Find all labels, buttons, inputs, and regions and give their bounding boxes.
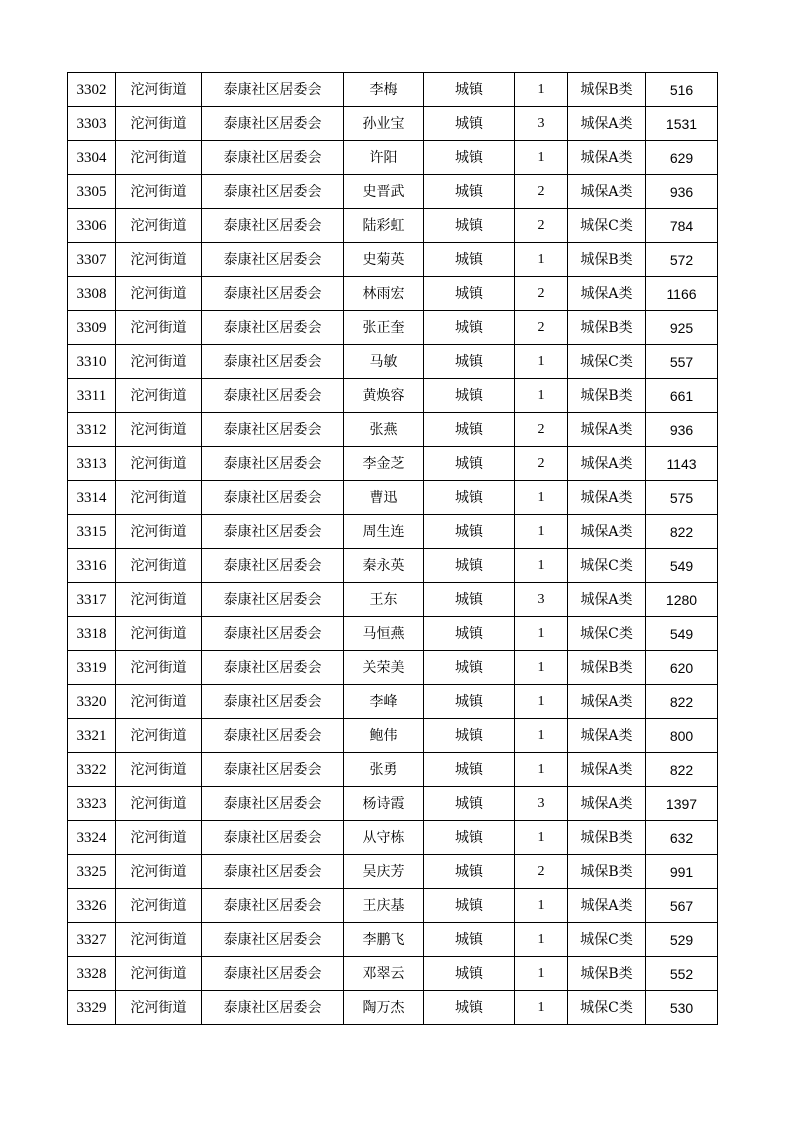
subdistrict-cell: 沱河街道 <box>116 243 202 277</box>
household-type-cell: 城镇 <box>424 243 515 277</box>
household-type-cell: 城镇 <box>424 923 515 957</box>
community-cell: 泰康社区居委会 <box>202 447 344 481</box>
category-cell: 城保B类 <box>568 957 646 991</box>
household-type-cell: 城镇 <box>424 345 515 379</box>
community-cell: 泰康社区居委会 <box>202 311 344 345</box>
household-type-cell: 城镇 <box>424 413 515 447</box>
amount-cell: 549 <box>646 549 718 583</box>
community-cell: 泰康社区居委会 <box>202 889 344 923</box>
name-cell: 孙业宝 <box>344 107 424 141</box>
table-row <box>68 311 718 345</box>
subdistrict-cell: 沱河街道 <box>116 821 202 855</box>
person-count-cell: 3 <box>515 107 568 141</box>
person-count-cell: 3 <box>515 583 568 617</box>
amount-cell: 567 <box>646 889 718 923</box>
person-count-cell: 1 <box>515 141 568 175</box>
table-row <box>68 413 718 447</box>
table-row <box>68 141 718 175</box>
table-row <box>68 719 718 753</box>
person-count-cell: 1 <box>515 991 568 1025</box>
household-type-cell: 城镇 <box>424 73 515 107</box>
subdistrict-cell: 沱河街道 <box>116 787 202 821</box>
amount-cell: 661 <box>646 379 718 413</box>
household-type-cell: 城镇 <box>424 175 515 209</box>
name-cell: 史菊英 <box>344 243 424 277</box>
amount-cell: 936 <box>646 413 718 447</box>
community-cell: 泰康社区居委会 <box>202 787 344 821</box>
household-type-cell: 城镇 <box>424 277 515 311</box>
category-cell: 城保A类 <box>568 515 646 549</box>
person-count-cell: 1 <box>515 685 568 719</box>
community-cell: 泰康社区居委会 <box>202 549 344 583</box>
table-row <box>68 515 718 549</box>
category-cell: 城保B类 <box>568 243 646 277</box>
amount-cell: 1280 <box>646 583 718 617</box>
subdistrict-cell: 沱河街道 <box>116 175 202 209</box>
amount-cell: 800 <box>646 719 718 753</box>
community-cell: 泰康社区居委会 <box>202 107 344 141</box>
person-count-cell: 2 <box>515 855 568 889</box>
community-cell: 泰康社区居委会 <box>202 651 344 685</box>
community-cell: 泰康社区居委会 <box>202 175 344 209</box>
person-count-cell: 1 <box>515 515 568 549</box>
person-count-cell: 1 <box>515 481 568 515</box>
person-count-cell: 2 <box>515 311 568 345</box>
table-row <box>68 855 718 889</box>
name-cell: 张勇 <box>344 753 424 787</box>
household-type-cell: 城镇 <box>424 855 515 889</box>
serial-number-cell: 3302 <box>68 73 116 107</box>
community-cell: 泰康社区居委会 <box>202 73 344 107</box>
serial-number-cell: 3318 <box>68 617 116 651</box>
table-row <box>68 685 718 719</box>
table-row <box>68 107 718 141</box>
amount-cell: 629 <box>646 141 718 175</box>
community-cell: 泰康社区居委会 <box>202 583 344 617</box>
category-cell: 城保A类 <box>568 413 646 447</box>
amount-cell: 925 <box>646 311 718 345</box>
community-cell: 泰康社区居委会 <box>202 617 344 651</box>
subdistrict-cell: 沱河街道 <box>116 447 202 481</box>
community-cell: 泰康社区居委会 <box>202 481 344 515</box>
category-cell: 城保B类 <box>568 311 646 345</box>
community-cell: 泰康社区居委会 <box>202 141 344 175</box>
category-cell: 城保C类 <box>568 345 646 379</box>
category-cell: 城保C类 <box>568 617 646 651</box>
amount-cell: 822 <box>646 753 718 787</box>
serial-number-cell: 3308 <box>68 277 116 311</box>
community-cell: 泰康社区居委会 <box>202 379 344 413</box>
household-type-cell: 城镇 <box>424 107 515 141</box>
category-cell: 城保A类 <box>568 685 646 719</box>
person-count-cell: 1 <box>515 651 568 685</box>
person-count-cell: 2 <box>515 413 568 447</box>
subdistrict-cell: 沱河街道 <box>116 855 202 889</box>
household-type-cell: 城镇 <box>424 753 515 787</box>
table-row <box>68 209 718 243</box>
person-count-cell: 1 <box>515 719 568 753</box>
name-cell: 黄焕容 <box>344 379 424 413</box>
person-count-cell: 1 <box>515 617 568 651</box>
category-cell: 城保A类 <box>568 719 646 753</box>
household-type-cell: 城镇 <box>424 889 515 923</box>
serial-number-cell: 3328 <box>68 957 116 991</box>
serial-number-cell: 3324 <box>68 821 116 855</box>
amount-cell: 572 <box>646 243 718 277</box>
subdistrict-cell: 沱河街道 <box>116 719 202 753</box>
subdistrict-cell: 沱河街道 <box>116 957 202 991</box>
serial-number-cell: 3322 <box>68 753 116 787</box>
serial-number-cell: 3313 <box>68 447 116 481</box>
household-type-cell: 城镇 <box>424 957 515 991</box>
household-type-cell: 城镇 <box>424 481 515 515</box>
subdistrict-cell: 沱河街道 <box>116 617 202 651</box>
serial-number-cell: 3304 <box>68 141 116 175</box>
table-row <box>68 957 718 991</box>
category-cell: 城保A类 <box>568 447 646 481</box>
table-row <box>68 345 718 379</box>
subdistrict-cell: 沱河街道 <box>116 73 202 107</box>
name-cell: 吴庆芳 <box>344 855 424 889</box>
person-count-cell: 1 <box>515 889 568 923</box>
table-row <box>68 617 718 651</box>
household-type-cell: 城镇 <box>424 719 515 753</box>
serial-number-cell: 3310 <box>68 345 116 379</box>
subdistrict-cell: 沱河街道 <box>116 141 202 175</box>
serial-number-cell: 3306 <box>68 209 116 243</box>
subdistrict-cell: 沱河街道 <box>116 413 202 447</box>
name-cell: 邓翠云 <box>344 957 424 991</box>
amount-cell: 549 <box>646 617 718 651</box>
name-cell: 李金芝 <box>344 447 424 481</box>
subdistrict-cell: 沱河街道 <box>116 651 202 685</box>
subdistrict-cell: 沱河街道 <box>116 311 202 345</box>
serial-number-cell: 3327 <box>68 923 116 957</box>
table-row <box>68 175 718 209</box>
serial-number-cell: 3320 <box>68 685 116 719</box>
table-row <box>68 753 718 787</box>
amount-cell: 784 <box>646 209 718 243</box>
name-cell: 张正奎 <box>344 311 424 345</box>
name-cell: 史晋武 <box>344 175 424 209</box>
amount-cell: 822 <box>646 515 718 549</box>
amount-cell: 530 <box>646 991 718 1025</box>
category-cell: 城保A类 <box>568 889 646 923</box>
serial-number-cell: 3325 <box>68 855 116 889</box>
person-count-cell: 1 <box>515 379 568 413</box>
household-type-cell: 城镇 <box>424 787 515 821</box>
community-cell: 泰康社区居委会 <box>202 515 344 549</box>
table-row <box>68 243 718 277</box>
serial-number-cell: 3329 <box>68 991 116 1025</box>
category-cell: 城保B类 <box>568 821 646 855</box>
serial-number-cell: 3323 <box>68 787 116 821</box>
category-cell: 城保C类 <box>568 209 646 243</box>
serial-number-cell: 3305 <box>68 175 116 209</box>
person-count-cell: 2 <box>515 277 568 311</box>
name-cell: 李梅 <box>344 73 424 107</box>
subdistrict-cell: 沱河街道 <box>116 481 202 515</box>
household-type-cell: 城镇 <box>424 141 515 175</box>
household-type-cell: 城镇 <box>424 821 515 855</box>
category-cell: 城保B类 <box>568 855 646 889</box>
beneficiary-table <box>67 72 718 1025</box>
subdistrict-cell: 沱河街道 <box>116 107 202 141</box>
name-cell: 林雨宏 <box>344 277 424 311</box>
amount-cell: 991 <box>646 855 718 889</box>
serial-number-cell: 3326 <box>68 889 116 923</box>
community-cell: 泰康社区居委会 <box>202 277 344 311</box>
name-cell: 秦永英 <box>344 549 424 583</box>
table-row <box>68 549 718 583</box>
table-row <box>68 447 718 481</box>
serial-number-cell: 3321 <box>68 719 116 753</box>
serial-number-cell: 3303 <box>68 107 116 141</box>
amount-cell: 575 <box>646 481 718 515</box>
name-cell: 李峰 <box>344 685 424 719</box>
household-type-cell: 城镇 <box>424 617 515 651</box>
name-cell: 杨诗霞 <box>344 787 424 821</box>
category-cell: 城保A类 <box>568 141 646 175</box>
table-row <box>68 481 718 515</box>
table-row <box>68 73 718 107</box>
person-count-cell: 2 <box>515 175 568 209</box>
household-type-cell: 城镇 <box>424 311 515 345</box>
serial-number-cell: 3319 <box>68 651 116 685</box>
name-cell: 王庆基 <box>344 889 424 923</box>
amount-cell: 936 <box>646 175 718 209</box>
table-row <box>68 379 718 413</box>
category-cell: 城保A类 <box>568 107 646 141</box>
person-count-cell: 3 <box>515 787 568 821</box>
name-cell: 马敏 <box>344 345 424 379</box>
serial-number-cell: 3316 <box>68 549 116 583</box>
category-cell: 城保A类 <box>568 583 646 617</box>
name-cell: 许阳 <box>344 141 424 175</box>
name-cell: 鲍伟 <box>344 719 424 753</box>
person-count-cell: 1 <box>515 923 568 957</box>
name-cell: 张燕 <box>344 413 424 447</box>
category-cell: 城保B类 <box>568 651 646 685</box>
table-row <box>68 923 718 957</box>
amount-cell: 1143 <box>646 447 718 481</box>
community-cell: 泰康社区居委会 <box>202 855 344 889</box>
name-cell: 马恒燕 <box>344 617 424 651</box>
table-body <box>68 73 718 1025</box>
community-cell: 泰康社区居委会 <box>202 991 344 1025</box>
category-cell: 城保B类 <box>568 73 646 107</box>
amount-cell: 632 <box>646 821 718 855</box>
subdistrict-cell: 沱河街道 <box>116 583 202 617</box>
subdistrict-cell: 沱河街道 <box>116 549 202 583</box>
amount-cell: 1166 <box>646 277 718 311</box>
subdistrict-cell: 沱河街道 <box>116 991 202 1025</box>
subdistrict-cell: 沱河街道 <box>116 379 202 413</box>
table-row <box>68 889 718 923</box>
household-type-cell: 城镇 <box>424 209 515 243</box>
name-cell: 李鹏飞 <box>344 923 424 957</box>
serial-number-cell: 3311 <box>68 379 116 413</box>
household-type-cell: 城镇 <box>424 515 515 549</box>
community-cell: 泰康社区居委会 <box>202 753 344 787</box>
name-cell: 陆彩虹 <box>344 209 424 243</box>
household-type-cell: 城镇 <box>424 991 515 1025</box>
person-count-cell: 1 <box>515 345 568 379</box>
category-cell: 城保A类 <box>568 787 646 821</box>
serial-number-cell: 3312 <box>68 413 116 447</box>
subdistrict-cell: 沱河街道 <box>116 923 202 957</box>
community-cell: 泰康社区居委会 <box>202 413 344 447</box>
name-cell: 曹迅 <box>344 481 424 515</box>
person-count-cell: 2 <box>515 209 568 243</box>
category-cell: 城保A类 <box>568 175 646 209</box>
community-cell: 泰康社区居委会 <box>202 345 344 379</box>
serial-number-cell: 3307 <box>68 243 116 277</box>
subdistrict-cell: 沱河街道 <box>116 685 202 719</box>
category-cell: 城保C类 <box>568 991 646 1025</box>
subdistrict-cell: 沱河街道 <box>116 209 202 243</box>
subdistrict-cell: 沱河街道 <box>116 515 202 549</box>
household-type-cell: 城镇 <box>424 447 515 481</box>
amount-cell: 822 <box>646 685 718 719</box>
serial-number-cell: 3314 <box>68 481 116 515</box>
person-count-cell: 1 <box>515 549 568 583</box>
subdistrict-cell: 沱河街道 <box>116 345 202 379</box>
serial-number-cell: 3309 <box>68 311 116 345</box>
amount-cell: 1397 <box>646 787 718 821</box>
person-count-cell: 1 <box>515 753 568 787</box>
amount-cell: 1531 <box>646 107 718 141</box>
category-cell: 城保C类 <box>568 923 646 957</box>
subdistrict-cell: 沱河街道 <box>116 753 202 787</box>
community-cell: 泰康社区居委会 <box>202 957 344 991</box>
table-row <box>68 277 718 311</box>
category-cell: 城保A类 <box>568 481 646 515</box>
table-row <box>68 787 718 821</box>
community-cell: 泰康社区居委会 <box>202 685 344 719</box>
category-cell: 城保A类 <box>568 277 646 311</box>
person-count-cell: 1 <box>515 73 568 107</box>
table-row <box>68 991 718 1025</box>
person-count-cell: 1 <box>515 957 568 991</box>
amount-cell: 557 <box>646 345 718 379</box>
community-cell: 泰康社区居委会 <box>202 209 344 243</box>
serial-number-cell: 3317 <box>68 583 116 617</box>
name-cell: 周生连 <box>344 515 424 549</box>
community-cell: 泰康社区居委会 <box>202 243 344 277</box>
household-type-cell: 城镇 <box>424 583 515 617</box>
household-type-cell: 城镇 <box>424 685 515 719</box>
subdistrict-cell: 沱河街道 <box>116 277 202 311</box>
name-cell: 王东 <box>344 583 424 617</box>
name-cell: 从守栋 <box>344 821 424 855</box>
household-type-cell: 城镇 <box>424 379 515 413</box>
table-row <box>68 583 718 617</box>
person-count-cell: 2 <box>515 447 568 481</box>
amount-cell: 529 <box>646 923 718 957</box>
person-count-cell: 1 <box>515 243 568 277</box>
category-cell: 城保C类 <box>568 549 646 583</box>
community-cell: 泰康社区居委会 <box>202 923 344 957</box>
category-cell: 城保B类 <box>568 379 646 413</box>
serial-number-cell: 3315 <box>68 515 116 549</box>
table-row <box>68 821 718 855</box>
amount-cell: 516 <box>646 73 718 107</box>
category-cell: 城保A类 <box>568 753 646 787</box>
community-cell: 泰康社区居委会 <box>202 719 344 753</box>
name-cell: 关荣美 <box>344 651 424 685</box>
household-type-cell: 城镇 <box>424 549 515 583</box>
table-row <box>68 651 718 685</box>
community-cell: 泰康社区居委会 <box>202 821 344 855</box>
subdistrict-cell: 沱河街道 <box>116 889 202 923</box>
household-type-cell: 城镇 <box>424 651 515 685</box>
person-count-cell: 1 <box>515 821 568 855</box>
name-cell: 陶万杰 <box>344 991 424 1025</box>
amount-cell: 620 <box>646 651 718 685</box>
amount-cell: 552 <box>646 957 718 991</box>
